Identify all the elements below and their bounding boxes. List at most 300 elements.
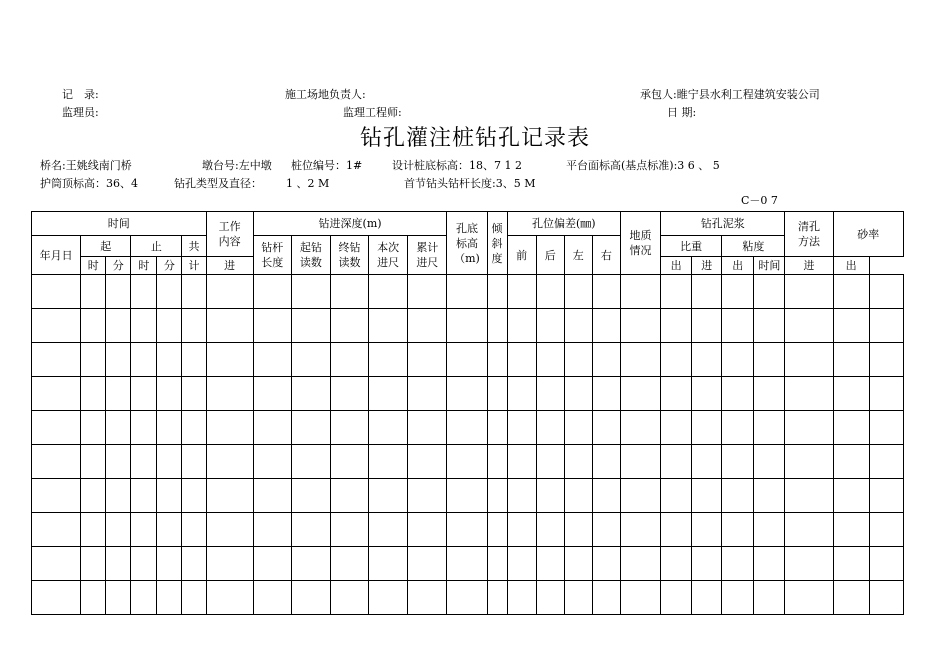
table-cell[interactable]: [253, 581, 291, 615]
table-cell[interactable]: [408, 275, 447, 309]
table-cell[interactable]: [81, 445, 106, 479]
table-cell[interactable]: [106, 309, 131, 343]
table-cell[interactable]: [253, 275, 291, 309]
table-cell[interactable]: [661, 445, 692, 479]
table-cell[interactable]: [253, 513, 291, 547]
table-cell[interactable]: [592, 411, 620, 445]
table-cell[interactable]: [157, 445, 182, 479]
this-advance-header: 本次 进尺: [369, 236, 408, 275]
table-cell[interactable]: [487, 581, 507, 615]
total-header-bottom: 计: [182, 257, 206, 275]
table-cell[interactable]: [620, 275, 660, 309]
table-cell[interactable]: [291, 411, 330, 445]
table-cell[interactable]: [722, 309, 754, 343]
table-cell[interactable]: [487, 377, 507, 411]
table-cell[interactable]: [206, 309, 253, 343]
table-cell[interactable]: [81, 547, 106, 581]
table-cell[interactable]: [754, 547, 785, 581]
table-cell[interactable]: [253, 445, 291, 479]
table-cell[interactable]: [833, 411, 869, 445]
table-cell[interactable]: [785, 377, 833, 411]
table-cell[interactable]: [206, 411, 253, 445]
table-cell[interactable]: [536, 581, 564, 615]
table-cell[interactable]: [206, 275, 253, 309]
recorder-label: 记 录:: [62, 88, 99, 101]
table-cell[interactable]: [785, 547, 833, 581]
table-cell[interactable]: [487, 309, 507, 343]
table-row: [32, 547, 904, 581]
table-cell[interactable]: [592, 309, 620, 343]
table-cell[interactable]: [182, 275, 206, 309]
table-cell[interactable]: [131, 343, 157, 377]
table-cell[interactable]: [592, 343, 620, 377]
table-cell[interactable]: [536, 411, 564, 445]
table-cell[interactable]: [447, 309, 487, 343]
table-cell[interactable]: [722, 411, 754, 445]
table-cell[interactable]: [507, 581, 536, 615]
table-cell[interactable]: [291, 445, 330, 479]
table-cell[interactable]: [507, 275, 536, 309]
table-cell[interactable]: [106, 513, 131, 547]
table-cell[interactable]: [487, 275, 507, 309]
table-cell[interactable]: [833, 275, 869, 309]
table-cell[interactable]: [487, 479, 507, 513]
time-header: 时间: [32, 212, 207, 236]
table-cell[interactable]: [81, 479, 106, 513]
supervisor-label: 监理员:: [62, 106, 99, 119]
table-cell[interactable]: [564, 445, 592, 479]
table-cell[interactable]: [206, 513, 253, 547]
table-cell[interactable]: [131, 547, 157, 581]
table-cell[interactable]: [81, 275, 106, 309]
table-cell[interactable]: [833, 513, 869, 547]
table-cell[interactable]: [369, 513, 408, 547]
table-cell[interactable]: [620, 411, 660, 445]
start-time-header: 起: [81, 236, 131, 257]
table-cell[interactable]: [369, 377, 408, 411]
table-cell[interactable]: [869, 479, 903, 513]
table-cell[interactable]: [833, 547, 869, 581]
table-cell[interactable]: [106, 377, 131, 411]
table-cell[interactable]: [182, 581, 206, 615]
table-cell[interactable]: [487, 411, 507, 445]
table-cell[interactable]: [869, 309, 903, 343]
cumulative-advance-header: 累计 进尺: [408, 236, 447, 275]
table-cell[interactable]: [661, 479, 692, 513]
table-cell[interactable]: [722, 275, 754, 309]
table-cell[interactable]: [330, 377, 368, 411]
table-cell[interactable]: [536, 377, 564, 411]
table-cell[interactable]: [253, 309, 291, 343]
table-cell[interactable]: [369, 581, 408, 615]
table-cell[interactable]: [661, 581, 692, 615]
table-cell[interactable]: [447, 581, 487, 615]
table-cell[interactable]: [536, 275, 564, 309]
cleaning-method-header: 清孔 方法: [785, 212, 833, 257]
table-cell[interactable]: [32, 581, 81, 615]
table-cell[interactable]: [157, 581, 182, 615]
table-cell[interactable]: [869, 513, 903, 547]
table-cell[interactable]: [487, 547, 507, 581]
table-cell[interactable]: [447, 343, 487, 377]
table-row: [32, 343, 904, 377]
table-cell[interactable]: [182, 479, 206, 513]
work-content-header: 工作 内容: [206, 212, 253, 257]
table-cell[interactable]: [869, 377, 903, 411]
supervising-engineer-label: 监理工程师:: [343, 106, 402, 119]
table-cell[interactable]: [157, 411, 182, 445]
table-cell[interactable]: [661, 411, 692, 445]
drilling-record-table: [31, 211, 904, 615]
table-cell[interactable]: [291, 581, 330, 615]
table-cell[interactable]: [722, 479, 754, 513]
table-cell[interactable]: [206, 445, 253, 479]
hole-bottom-elevation-header: 孔底 标高 （m): [447, 212, 487, 275]
table-cell[interactable]: [833, 479, 869, 513]
table-cell[interactable]: [564, 513, 592, 547]
date-label: 日 期:: [667, 106, 697, 119]
deviation-right-header: 右: [592, 236, 620, 275]
table-cell[interactable]: [620, 309, 660, 343]
table-cell[interactable]: [157, 513, 182, 547]
table-cell[interactable]: [32, 309, 81, 343]
table-cell[interactable]: [692, 275, 722, 309]
table-cell[interactable]: [592, 377, 620, 411]
table-cell[interactable]: [447, 513, 487, 547]
table-cell[interactable]: [620, 479, 660, 513]
table-cell[interactable]: [330, 581, 368, 615]
table-cell[interactable]: [157, 309, 182, 343]
table-cell[interactable]: [869, 343, 903, 377]
table-cell[interactable]: [157, 343, 182, 377]
table-cell[interactable]: [785, 275, 833, 309]
table-cell[interactable]: [182, 445, 206, 479]
table-cell[interactable]: [722, 581, 754, 615]
table-cell[interactable]: [369, 411, 408, 445]
table-cell[interactable]: [330, 479, 368, 513]
table-cell[interactable]: [131, 479, 157, 513]
table-cell[interactable]: [754, 309, 785, 343]
table-cell[interactable]: [131, 377, 157, 411]
table-cell[interactable]: [507, 377, 536, 411]
table-cell[interactable]: [536, 479, 564, 513]
table-cell[interactable]: [81, 377, 106, 411]
table-cell[interactable]: [833, 343, 869, 377]
table-cell[interactable]: [620, 581, 660, 615]
table-cell[interactable]: [206, 547, 253, 581]
table-cell[interactable]: [564, 275, 592, 309]
table-cell[interactable]: [182, 411, 206, 445]
table-cell[interactable]: [564, 309, 592, 343]
table-cell[interactable]: [253, 411, 291, 445]
table-cell[interactable]: [785, 343, 833, 377]
table-cell[interactable]: [661, 513, 692, 547]
table-cell[interactable]: [291, 513, 330, 547]
table-cell[interactable]: [661, 309, 692, 343]
table-cell[interactable]: [592, 547, 620, 581]
table-cell[interactable]: [661, 547, 692, 581]
table-cell[interactable]: [447, 411, 487, 445]
table-cell[interactable]: [291, 309, 330, 343]
table-cell[interactable]: [81, 411, 106, 445]
geology-header: 地质 情况: [620, 212, 660, 275]
table-cell[interactable]: [869, 411, 903, 445]
table-cell[interactable]: [869, 581, 903, 615]
table-cell[interactable]: [785, 309, 833, 343]
table-cell[interactable]: [785, 445, 833, 479]
table-cell[interactable]: [833, 377, 869, 411]
table-cell[interactable]: [131, 445, 157, 479]
table-cell[interactable]: [447, 377, 487, 411]
pier-no: 墩台号:左中墩: [202, 159, 272, 172]
table-cell[interactable]: [32, 445, 81, 479]
table-cell[interactable]: [507, 513, 536, 547]
table-cell[interactable]: [722, 547, 754, 581]
table-cell[interactable]: [131, 513, 157, 547]
table-cell[interactable]: [692, 343, 722, 377]
table-cell[interactable]: [487, 343, 507, 377]
table-cell[interactable]: [620, 445, 660, 479]
table-cell[interactable]: [369, 275, 408, 309]
table-cell[interactable]: [206, 581, 253, 615]
table-cell[interactable]: [291, 377, 330, 411]
table-cell[interactable]: [754, 377, 785, 411]
table-cell[interactable]: [722, 377, 754, 411]
table-cell[interactable]: [291, 343, 330, 377]
table-cell[interactable]: [408, 581, 447, 615]
table-cell[interactable]: [206, 343, 253, 377]
table-cell[interactable]: [754, 275, 785, 309]
table-cell[interactable]: [564, 547, 592, 581]
table-cell[interactable]: [330, 343, 368, 377]
table-cell[interactable]: [106, 479, 131, 513]
table-cell[interactable]: [564, 343, 592, 377]
table-cell[interactable]: [408, 547, 447, 581]
table-cell[interactable]: [754, 581, 785, 615]
table-cell[interactable]: [661, 275, 692, 309]
table-cell[interactable]: [253, 547, 291, 581]
table-cell[interactable]: [330, 411, 368, 445]
table-cell[interactable]: [131, 309, 157, 343]
table-cell[interactable]: [291, 479, 330, 513]
table-cell[interactable]: [692, 309, 722, 343]
table-cell[interactable]: [692, 377, 722, 411]
table-cell[interactable]: [81, 581, 106, 615]
design-bottom-elevation: 设计桩底标高：18、7 1 2: [392, 159, 522, 172]
table-cell[interactable]: [833, 445, 869, 479]
table-cell[interactable]: [507, 343, 536, 377]
table-cell[interactable]: [447, 275, 487, 309]
table-cell[interactable]: [536, 309, 564, 343]
table-cell[interactable]: [206, 479, 253, 513]
date-column-header: 年月日: [32, 236, 81, 275]
table-cell[interactable]: [369, 343, 408, 377]
table-cell[interactable]: [507, 445, 536, 479]
table-cell[interactable]: [785, 411, 833, 445]
table-cell[interactable]: [564, 377, 592, 411]
table-cell[interactable]: [507, 479, 536, 513]
table-cell[interactable]: [131, 581, 157, 615]
table-cell[interactable]: [32, 479, 81, 513]
end-minute-header: 分: [157, 257, 182, 275]
table-cell[interactable]: [564, 411, 592, 445]
table-cell[interactable]: [661, 377, 692, 411]
table-cell[interactable]: [408, 343, 447, 377]
table-cell[interactable]: [369, 309, 408, 343]
table-cell[interactable]: [330, 275, 368, 309]
table-cell[interactable]: [369, 445, 408, 479]
table-cell[interactable]: [131, 411, 157, 445]
table-cell[interactable]: [620, 513, 660, 547]
table-cell[interactable]: [592, 275, 620, 309]
table-cell[interactable]: [408, 309, 447, 343]
table-cell[interactable]: [182, 343, 206, 377]
table-cell[interactable]: [330, 309, 368, 343]
table-cell[interactable]: [661, 343, 692, 377]
table-cell[interactable]: [330, 513, 368, 547]
table-cell[interactable]: [507, 547, 536, 581]
casing-top-elevation: 护筒顶标高：36、4: [40, 177, 138, 190]
table-cell[interactable]: [330, 547, 368, 581]
table-cell[interactable]: [369, 479, 408, 513]
sand-rate-header: 砂率: [833, 212, 903, 257]
table-cell[interactable]: [785, 479, 833, 513]
table-cell[interactable]: [447, 479, 487, 513]
bit-type-label: 钻孔类型及直径：: [174, 177, 262, 190]
tilt-header: 倾 斜 度: [487, 212, 507, 275]
table-cell[interactable]: [106, 343, 131, 377]
table-cell[interactable]: [754, 513, 785, 547]
table-cell[interactable]: [408, 411, 447, 445]
table-cell[interactable]: [81, 343, 106, 377]
table-cell[interactable]: [754, 411, 785, 445]
table-row: [32, 309, 904, 343]
table-cell[interactable]: [291, 547, 330, 581]
table-row: [32, 581, 904, 615]
bit-diameter: 1 、2 M: [286, 177, 330, 190]
table-cell[interactable]: [106, 275, 131, 309]
table-cell[interactable]: [592, 479, 620, 513]
table-cell[interactable]: [692, 547, 722, 581]
table-cell[interactable]: [869, 445, 903, 479]
table-cell[interactable]: [869, 547, 903, 581]
table-cell[interactable]: [330, 445, 368, 479]
table-cell[interactable]: [785, 581, 833, 615]
table-cell[interactable]: [692, 581, 722, 615]
table-cell[interactable]: [869, 275, 903, 309]
start-minute-header: 分: [106, 257, 131, 275]
table-cell[interactable]: [81, 513, 106, 547]
contractor-label: 承包人:睢宁县水利工程建筑安装公司: [640, 88, 820, 101]
table-cell[interactable]: [408, 445, 447, 479]
table-cell[interactable]: [157, 377, 182, 411]
table-cell[interactable]: [754, 445, 785, 479]
table-cell[interactable]: [564, 581, 592, 615]
drilling-mud-header: 钻孔泥浆: [661, 212, 785, 236]
table-cell[interactable]: [106, 445, 131, 479]
table-cell[interactable]: [182, 547, 206, 581]
table-cell[interactable]: [106, 411, 131, 445]
table-cell[interactable]: [32, 547, 81, 581]
table-cell[interactable]: [32, 513, 81, 547]
total-header-top: 共: [182, 236, 206, 257]
table-cell[interactable]: [487, 513, 507, 547]
table-cell[interactable]: [369, 547, 408, 581]
table-cell[interactable]: [408, 377, 447, 411]
table-cell[interactable]: [592, 513, 620, 547]
table-cell[interactable]: [253, 377, 291, 411]
table-cell[interactable]: [754, 343, 785, 377]
table-cell[interactable]: [722, 343, 754, 377]
table-cell[interactable]: [507, 411, 536, 445]
table-cell[interactable]: [507, 309, 536, 343]
table-cell[interactable]: [692, 445, 722, 479]
table-cell[interactable]: [692, 479, 722, 513]
table-cell[interactable]: [131, 275, 157, 309]
table-cell[interactable]: [182, 513, 206, 547]
table-cell[interactable]: [206, 377, 253, 411]
table-cell[interactable]: [253, 479, 291, 513]
table-cell[interactable]: [692, 411, 722, 445]
table-cell[interactable]: [620, 547, 660, 581]
table-cell[interactable]: [536, 343, 564, 377]
table-cell[interactable]: [833, 309, 869, 343]
table-cell[interactable]: [785, 513, 833, 547]
table-cell[interactable]: [592, 581, 620, 615]
table-cell[interactable]: [32, 275, 81, 309]
viscosity-header: 粘度: [722, 236, 785, 257]
table-cell[interactable]: [620, 343, 660, 377]
table-cell[interactable]: [32, 343, 81, 377]
table-cell[interactable]: [536, 445, 564, 479]
end-time-header: 止: [131, 236, 182, 257]
form-code: C－0 7: [741, 194, 778, 207]
table-cell[interactable]: [182, 377, 206, 411]
table-cell[interactable]: [754, 479, 785, 513]
table-cell[interactable]: [447, 445, 487, 479]
table-cell[interactable]: [408, 513, 447, 547]
table-cell[interactable]: [106, 581, 131, 615]
table-row: [32, 411, 904, 445]
table-cell[interactable]: [487, 445, 507, 479]
rod-length-header: 钻杆 长度: [253, 236, 291, 275]
table-cell[interactable]: [81, 309, 106, 343]
table-cell[interactable]: [32, 411, 81, 445]
table-cell[interactable]: [620, 377, 660, 411]
table-cell[interactable]: [536, 547, 564, 581]
table-cell[interactable]: [291, 275, 330, 309]
table-cell[interactable]: [157, 479, 182, 513]
site-manager-label: 施工场地负责人:: [285, 88, 366, 101]
table-cell[interactable]: [564, 479, 592, 513]
table-cell[interactable]: [106, 547, 131, 581]
table-cell[interactable]: [182, 309, 206, 343]
table-cell[interactable]: [592, 445, 620, 479]
table-row: [32, 513, 904, 547]
platform-elevation: 平台面标高(基点标准):3 6 、 5: [566, 159, 720, 172]
table-cell[interactable]: [157, 547, 182, 581]
table-cell[interactable]: [536, 513, 564, 547]
table-cell[interactable]: [32, 377, 81, 411]
table-cell[interactable]: [692, 513, 722, 547]
table-cell[interactable]: [833, 581, 869, 615]
table-cell[interactable]: [408, 479, 447, 513]
table-cell[interactable]: [447, 547, 487, 581]
table-cell[interactable]: [722, 445, 754, 479]
table-cell[interactable]: [253, 343, 291, 377]
table-cell[interactable]: [722, 513, 754, 547]
table-cell[interactable]: [157, 275, 182, 309]
